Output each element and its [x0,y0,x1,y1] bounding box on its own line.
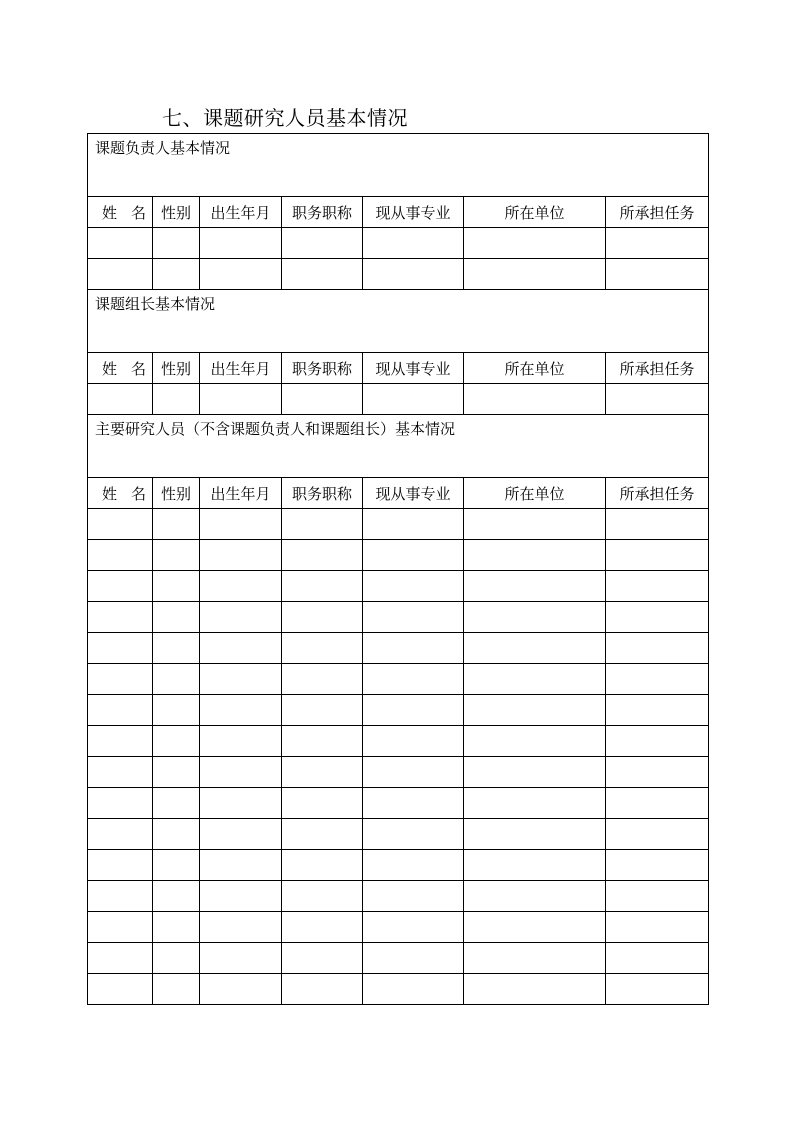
cell-specialty[interactable] [363,912,464,943]
cell-title[interactable] [282,881,363,912]
table-row [88,881,709,912]
cell-birth-date[interactable] [200,602,282,633]
column-header-name: 姓名 [88,353,153,384]
cell-title[interactable] [282,384,363,415]
cell-title[interactable] [282,540,363,571]
column-header-row [88,353,709,384]
column-header-row [88,197,709,228]
column-header-gender: 性别 [153,478,200,509]
section-title-row [88,290,709,353]
cell-unit[interactable] [464,695,606,726]
cell-gender[interactable] [153,881,200,912]
cell-unit[interactable] [464,881,606,912]
cell-birth-date[interactable] [200,259,282,290]
cell-specialty[interactable] [363,602,464,633]
cell-specialty[interactable] [363,540,464,571]
column-header-birth-date: 出生年月 [200,353,282,384]
cell-birth-date[interactable] [200,571,282,602]
cell-name[interactable] [88,788,153,819]
cell-name[interactable] [88,757,153,788]
cell-specialty[interactable] [363,974,464,1005]
cell-unit[interactable] [464,602,606,633]
table-row [88,540,709,571]
table-row [88,695,709,726]
cell-gender[interactable] [153,726,200,757]
cell-name[interactable] [88,259,153,290]
cell-unit[interactable] [464,228,606,259]
cell-task[interactable] [606,788,709,819]
cell-name[interactable] [88,509,153,540]
cell-birth-date[interactable] [200,633,282,664]
cell-task[interactable] [606,912,709,943]
column-header-unit: 所在单位 [464,197,606,228]
table-row [88,259,709,290]
cell-gender[interactable] [153,633,200,664]
cell-specialty[interactable] [363,726,464,757]
cell-unit[interactable] [464,757,606,788]
cell-birth-date[interactable] [200,228,282,259]
cell-birth-date[interactable] [200,509,282,540]
cell-birth-date[interactable] [200,850,282,881]
cell-title[interactable] [282,912,363,943]
cell-gender[interactable] [153,571,200,602]
cell-task[interactable] [606,850,709,881]
cell-gender[interactable] [153,850,200,881]
cell-title[interactable] [282,602,363,633]
cell-unit[interactable] [464,943,606,974]
table-row [88,974,709,1005]
column-header-name: 姓名 [88,478,153,509]
cell-specialty[interactable] [363,695,464,726]
column-header-name: 姓名 [88,197,153,228]
cell-name[interactable] [88,571,153,602]
cell-gender[interactable] [153,757,200,788]
cell-name[interactable] [88,819,153,850]
cell-title[interactable] [282,695,363,726]
cell-unit[interactable] [464,819,606,850]
cell-unit[interactable] [464,912,606,943]
cell-name[interactable] [88,726,153,757]
cell-gender[interactable] [153,540,200,571]
cell-name[interactable] [88,974,153,1005]
table-row [88,384,709,415]
cell-title[interactable] [282,974,363,1005]
cell-title[interactable] [282,633,363,664]
cell-task[interactable] [606,819,709,850]
cell-gender[interactable] [153,384,200,415]
column-header-specialty: 现从事专业 [363,197,464,228]
table-row [88,571,709,602]
cell-title[interactable] [282,509,363,540]
cell-name[interactable] [88,384,153,415]
cell-name[interactable] [88,850,153,881]
cell-unit[interactable] [464,384,606,415]
cell-gender[interactable] [153,695,200,726]
section-title: 主要研究人员（不含课题负责人和课题组长）基本情况 [88,415,709,478]
cell-birth-date[interactable] [200,788,282,819]
section-title-row [88,134,709,197]
column-header-title: 职务职称 [282,197,363,228]
cell-task[interactable] [606,602,709,633]
cell-birth-date[interactable] [200,974,282,1005]
cell-gender[interactable] [153,602,200,633]
cell-task[interactable] [606,228,709,259]
table-row [88,509,709,540]
cell-name[interactable] [88,602,153,633]
cell-task[interactable] [606,633,709,664]
cell-gender[interactable] [153,509,200,540]
cell-birth-date[interactable] [200,664,282,695]
cell-task[interactable] [606,384,709,415]
cell-gender[interactable] [153,228,200,259]
cell-birth-date[interactable] [200,881,282,912]
column-header-specialty: 现从事专业 [363,478,464,509]
table-row [88,819,709,850]
cell-birth-date[interactable] [200,912,282,943]
column-header-specialty: 现从事专业 [363,353,464,384]
cell-unit[interactable] [464,974,606,1005]
cell-unit[interactable] [464,540,606,571]
column-header-task: 所承担任务 [606,478,709,509]
cell-title[interactable] [282,788,363,819]
cell-name[interactable] [88,695,153,726]
cell-task[interactable] [606,259,709,290]
cell-title[interactable] [282,228,363,259]
table-row [88,633,709,664]
cell-specialty[interactable] [363,509,464,540]
cell-birth-date[interactable] [200,384,282,415]
cell-title[interactable] [282,726,363,757]
cell-task[interactable] [606,757,709,788]
cell-task[interactable] [606,540,709,571]
cell-specialty[interactable] [363,850,464,881]
cell-birth-date[interactable] [200,695,282,726]
cell-gender[interactable] [153,819,200,850]
column-header-birth-date: 出生年月 [200,197,282,228]
cell-unit[interactable] [464,726,606,757]
table-row [88,726,709,757]
section-title-row [88,415,709,478]
cell-birth-date[interactable] [200,540,282,571]
cell-unit[interactable] [464,788,606,819]
table-row [88,664,709,695]
cell-gender[interactable] [153,912,200,943]
cell-task[interactable] [606,943,709,974]
cell-gender[interactable] [153,259,200,290]
cell-unit[interactable] [464,633,606,664]
cell-unit[interactable] [464,509,606,540]
cell-specialty[interactable] [363,943,464,974]
cell-specialty[interactable] [363,384,464,415]
cell-specialty[interactable] [363,788,464,819]
cell-task[interactable] [606,726,709,757]
cell-name[interactable] [88,228,153,259]
cell-title[interactable] [282,757,363,788]
cell-task[interactable] [606,664,709,695]
cell-name[interactable] [88,664,153,695]
cell-specialty[interactable] [363,664,464,695]
cell-task[interactable] [606,509,709,540]
cell-specialty[interactable] [363,228,464,259]
section-title: 课题负责人基本情况 [88,134,709,197]
column-header-gender: 性别 [153,353,200,384]
cell-name[interactable] [88,633,153,664]
column-header-unit: 所在单位 [464,353,606,384]
column-header-title: 职务职称 [282,353,363,384]
cell-name[interactable] [88,881,153,912]
cell-specialty[interactable] [363,881,464,912]
cell-birth-date[interactable] [200,819,282,850]
cell-specialty[interactable] [363,633,464,664]
cell-birth-date[interactable] [200,726,282,757]
column-header-task: 所承担任务 [606,197,709,228]
cell-unit[interactable] [464,664,606,695]
page-title: 七、课题研究人员基本情况 [162,106,408,130]
cell-unit[interactable] [464,850,606,881]
table-row [88,788,709,819]
column-header-task: 所承担任务 [606,353,709,384]
table-row [88,850,709,881]
table-row [88,602,709,633]
cell-birth-date[interactable] [200,757,282,788]
cell-specialty[interactable] [363,819,464,850]
cell-gender[interactable] [153,788,200,819]
column-header-birth-date: 出生年月 [200,478,282,509]
column-header-unit: 所在单位 [464,478,606,509]
personnel-table [87,133,709,1005]
cell-specialty[interactable] [363,259,464,290]
cell-specialty[interactable] [363,757,464,788]
table-row [88,943,709,974]
cell-task[interactable] [606,695,709,726]
cell-title[interactable] [282,850,363,881]
cell-name[interactable] [88,540,153,571]
cell-unit[interactable] [464,571,606,602]
cell-task[interactable] [606,881,709,912]
cell-task[interactable] [606,571,709,602]
section-title: 课题组长基本情况 [88,290,709,353]
cell-title[interactable] [282,664,363,695]
cell-title[interactable] [282,571,363,602]
cell-name[interactable] [88,912,153,943]
column-header-gender: 性别 [153,197,200,228]
table-row [88,757,709,788]
column-header-row [88,478,709,509]
cell-gender[interactable] [153,943,200,974]
column-header-title: 职务职称 [282,478,363,509]
cell-task[interactable] [606,974,709,1005]
cell-gender[interactable] [153,664,200,695]
cell-title[interactable] [282,819,363,850]
cell-name[interactable] [88,943,153,974]
cell-gender[interactable] [153,974,200,1005]
cell-title[interactable] [282,259,363,290]
cell-title[interactable] [282,943,363,974]
cell-birth-date[interactable] [200,943,282,974]
table-row [88,912,709,943]
cell-unit[interactable] [464,259,606,290]
table-row [88,228,709,259]
cell-specialty[interactable] [363,571,464,602]
